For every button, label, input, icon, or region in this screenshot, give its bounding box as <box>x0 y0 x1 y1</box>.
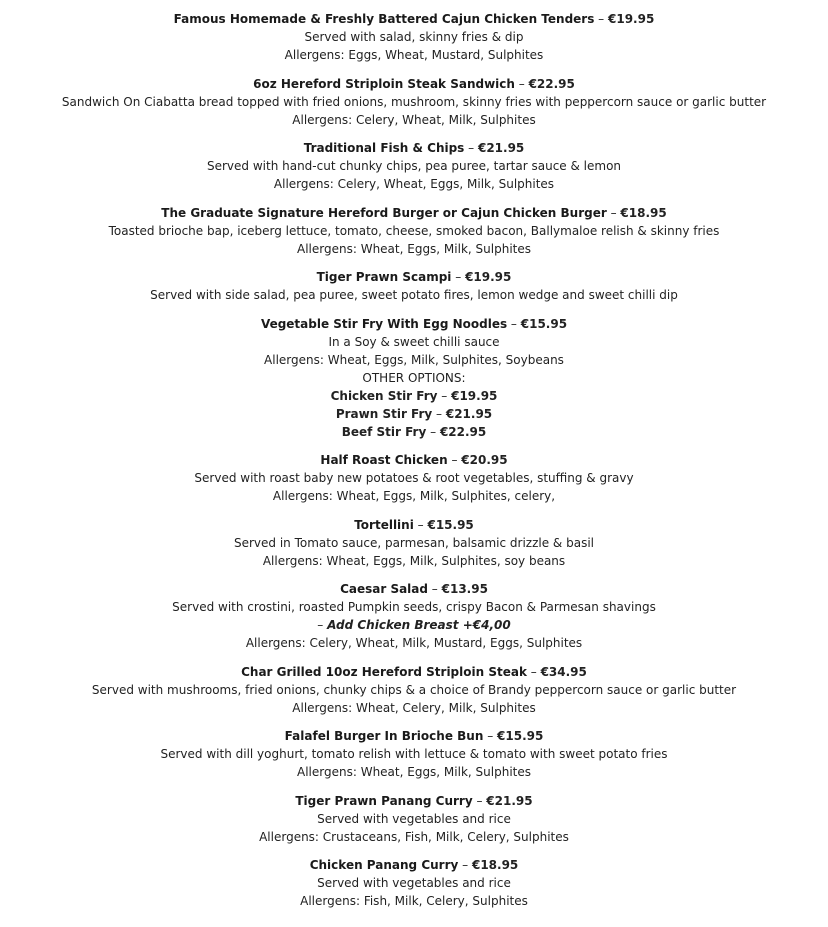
dish-addon: – Add Chicken Breast +€4,00 <box>317 618 511 632</box>
menu-item <box>0 451 828 505</box>
menu-item <box>0 727 828 781</box>
menu-item-title: Vegetable Stir Fry With Egg Noodles – €15.95 <box>260 316 568 331</box>
dish-price: €15.95 <box>427 517 474 532</box>
menu-item-title: Half Roast Chicken – €20.95 <box>320 453 508 467</box>
dish-price: €21.95 <box>486 793 533 808</box>
dish-name: Falafel Burger In Brioche Bun <box>284 729 484 743</box>
dish-description-line: Allergens: Wheat, Eggs, Milk, Sulphites <box>297 765 531 779</box>
dish-price: €15.95 <box>497 729 544 743</box>
menu-item-title: Tiger Prawn Scampi – €19.95 <box>316 270 512 284</box>
dish-description-line: Served with side salad, pea puree, sweet potato fires, lemon wedge and sweet chilli dip <box>150 288 678 302</box>
menu-item <box>0 139 828 193</box>
dish-description-line: Allergens: Crustaceans, Fish, Milk, Celery, Sulphites <box>259 829 569 844</box>
dish-price: €21.95 <box>477 141 525 155</box>
dish-name: Tiger Prawn Panang Curry <box>295 793 473 808</box>
dish-description-line: Served with mushrooms, fried onions, chunky chips & a choice of Brandy peppercorn sauce or garlic butter <box>91 682 737 697</box>
menu-item-title: Chicken Panang Curry – €18.95 <box>309 858 519 872</box>
dish-name: Famous Homemade & Freshly Battered Cajun Chicken Tenders <box>173 12 595 26</box>
dish-description-line: Sandwich On Ciabatta bread topped with fried onions, mushroom, skinny fries with peppercorn sauce or garlic butter <box>61 94 767 109</box>
option-name: Chicken Stir Fry <box>330 388 438 403</box>
menu-item-title: Tortellini – €15.95 <box>354 517 474 532</box>
menu-item <box>0 315 828 441</box>
option-price: €21.95 <box>445 406 493 421</box>
dish-price: €20.95 <box>461 453 508 467</box>
menu-item-title: Falafel Burger In Brioche Bun – €15.95 <box>284 729 544 743</box>
menu-item <box>0 856 828 910</box>
menu-item-title: Caesar Salad – €13.95 <box>340 582 488 596</box>
dish-description-line: Allergens: Wheat, Celery, Milk, Sulphites <box>292 700 536 715</box>
option-price: €19.95 <box>451 388 498 403</box>
dish-description-line: In a Soy & sweet chilli sauce <box>328 334 500 349</box>
menu-item <box>0 516 828 570</box>
dish-name: Tiger Prawn Scampi <box>316 270 452 284</box>
dish-price: €15.95 <box>520 316 568 331</box>
dish-name: Char Grilled 10oz Hereford Striploin Steak <box>241 664 527 679</box>
dish-description-line: Served in Tomato sauce, parmesan, balsamic drizzle & basil <box>234 535 594 550</box>
dish-description-line: Allergens: Celery, Wheat, Milk, Mustard, Eggs, Sulphites <box>245 636 583 650</box>
dish-description-line: Served with dill yoghurt, tomato relish with lettuce & tomato with sweet potato fries <box>160 747 668 761</box>
dish-name: Caesar Salad <box>340 582 428 596</box>
menu-option: Beef Stir Fry – €22.95 <box>341 424 487 439</box>
dish-description-line: Allergens: Wheat, Eggs, Milk, Sulphites, soy beans <box>262 553 566 568</box>
menu-option: Prawn Stir Fry – €21.95 <box>335 406 493 421</box>
dish-price: €19.95 <box>608 12 655 26</box>
menu-option: Chicken Stir Fry – €19.95 <box>330 388 498 403</box>
option-name: Beef Stir Fry <box>341 424 427 439</box>
menu-item-title: Famous Homemade & Freshly Battered Cajun Chicken Tenders – €19.95 <box>173 12 655 26</box>
dish-description-line: Allergens: Celery, Wheat, Milk, Sulphites <box>292 112 536 127</box>
dish-description-line: Toasted brioche bap, iceberg lettuce, tomato, cheese, smoked bacon, Ballymaloe relish & skinny fries <box>108 223 720 238</box>
dish-description-line: Served with crostini, roasted Pumpkin seeds, crispy Bacon & Parmesan shavings <box>172 600 656 614</box>
dish-price: €18.95 <box>471 858 519 872</box>
dish-description-line: Served with hand-cut chunky chips, pea puree, tartar sauce & lemon <box>206 159 622 173</box>
dish-price: €22.95 <box>528 76 575 91</box>
menu-item-title: Tiger Prawn Panang Curry – €21.95 <box>295 793 533 808</box>
menu-item-title: The Graduate Signature Hereford Burger or Cajun Chicken Burger – €18.95 <box>161 205 667 220</box>
dish-description-line: Allergens: Wheat, Eggs, Milk, Sulphites <box>297 241 531 256</box>
dish-name: 6oz Hereford Striploin Steak Sandwich <box>253 76 515 91</box>
dish-name: Tortellini <box>354 517 414 532</box>
dish-name: Vegetable Stir Fry With Egg Noodles <box>260 316 508 331</box>
menu-item <box>0 580 828 652</box>
dish-price: €18.95 <box>620 205 667 220</box>
menu-item <box>0 75 828 129</box>
menu-item <box>0 268 828 304</box>
dish-name: Chicken Panang Curry <box>309 858 459 872</box>
option-price: €22.95 <box>439 424 487 439</box>
option-name: Prawn Stir Fry <box>335 406 433 421</box>
menu-item <box>0 204 828 258</box>
dish-name: The Graduate Signature Hereford Burger or Cajun Chicken Burger <box>161 205 607 220</box>
dish-description-line: Served with vegetables and rice <box>317 876 511 890</box>
menu-item-title: Traditional Fish & Chips – €21.95 <box>303 141 525 155</box>
menu-item <box>0 10 828 64</box>
dish-name: Traditional Fish & Chips <box>303 141 465 155</box>
dish-description-line: OTHER OPTIONS: <box>362 370 466 385</box>
dish-description-line: Allergens: Wheat, Eggs, Milk, Sulphites, Soybeans <box>264 352 564 367</box>
dish-description-line: Served with roast baby new potatoes & root vegetables, stuffing & gravy <box>194 471 634 485</box>
dish-description-line: Served with salad, skinny fries & dip <box>304 30 524 44</box>
dish-description-line: Allergens: Fish, Milk, Celery, Sulphites <box>300 894 528 908</box>
menu-item-title: Char Grilled 10oz Hereford Striploin Steak – €34.95 <box>241 664 587 679</box>
dish-name: Half Roast Chicken <box>320 453 448 467</box>
dish-price: €13.95 <box>441 582 488 596</box>
addon-text: Add Chicken Breast +€4,00 <box>327 618 511 632</box>
dish-price: €34.95 <box>540 664 587 679</box>
menu-item-title: 6oz Hereford Striploin Steak Sandwich – €22.95 <box>253 76 575 91</box>
dish-description-line: Allergens: Wheat, Eggs, Milk, Sulphites, celery, <box>272 489 556 503</box>
dish-description-line: Allergens: Eggs, Wheat, Mustard, Sulphites <box>284 48 544 62</box>
menu-item <box>0 792 828 846</box>
dish-description-line: Served with vegetables and rice <box>317 811 511 826</box>
dish-description-line: Allergens: Celery, Wheat, Eggs, Milk, Sulphites <box>273 177 555 191</box>
menu-item <box>0 663 828 717</box>
dish-price: €19.95 <box>465 270 512 284</box>
